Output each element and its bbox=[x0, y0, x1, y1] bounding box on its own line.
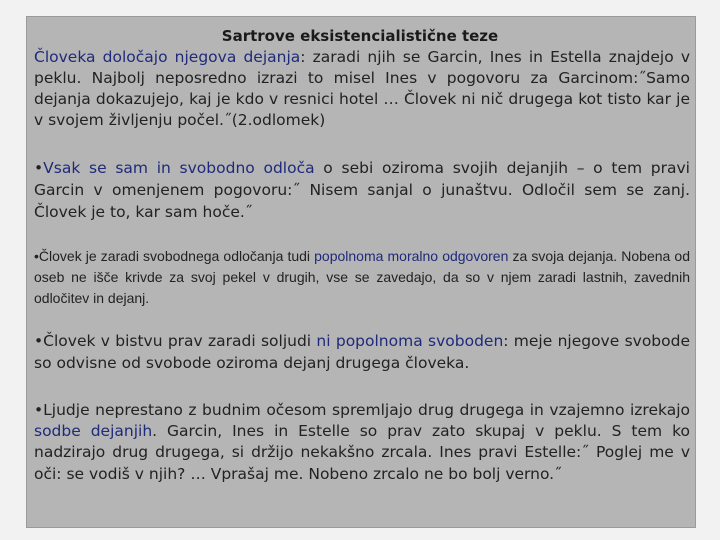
highlight-text: ni popolnoma svoboden bbox=[316, 332, 504, 350]
highlight-text: popolnoma moralno odgovoren bbox=[314, 248, 509, 264]
slide-title: Sartrove eksistencialistične teze bbox=[221, 27, 499, 45]
paragraph-2 bbox=[34, 157, 690, 223]
paragraph-4 bbox=[34, 330, 690, 374]
paragraph-1 bbox=[34, 47, 690, 131]
paragraph-text: . Garcin, Ines in Estelle so prav zato skupaj v peklu. S tem ko nadzirajo drug drugega, si držijo nekakšno zrcala. Ines pravi Estelle:˝ Poglej me v oči: se vodiš v njih? … Vprašaj me. Nobeno zrcalo ne bo bolj verno.˝ bbox=[34, 422, 691, 483]
paragraph-text: Človek je zaradi svobodnega odločanja tudi bbox=[38, 248, 315, 264]
paragraph-text: za svoja dejanja. Nobena od oseb ne išče krivde za svoj pekel v drugih, vse se zavedajo, da so v njem zaradi lastnih, zavednih odločitev in dejanj. bbox=[34, 248, 690, 306]
bullet: • bbox=[34, 248, 39, 264]
paragraph-text: : zaradi njih se Garcin, Ines in Estella znajdejo v peklu. Najbolj neposredno izrazi to misel Ines v pogovoru za Garcinom:˝Samo dejanja dokazujejo, kaj je kdo v resnici hotel … Človek ni nič drugega kot tisto kar je v svojem življenju počel.˝(2.odlomek) bbox=[34, 48, 690, 129]
paragraph-text: Človek v bistvu prav zaradi soljudi bbox=[43, 332, 317, 350]
bullet: • bbox=[34, 332, 44, 350]
paragraph-3 bbox=[34, 246, 690, 309]
bullet: • bbox=[34, 401, 44, 419]
paragraph-5 bbox=[34, 400, 690, 485]
paragraph-text: Ljudje neprestano z budnim očesom spremljajo drug drugega in vzajemno izrekajo bbox=[43, 401, 690, 419]
bullet: • bbox=[34, 159, 44, 177]
highlight-text: sodbe dejanjih bbox=[34, 422, 153, 441]
paragraph-text: o sebi oziroma svojih dejanjih – o tem pravi Garcin v omenjenem pogovoru:˝ Nisem sanjal o junaštvu. Odločil sem se zanj. Človek je to, kar sam hoče.˝ bbox=[34, 159, 690, 221]
highlight-text: Vsak se sam in svobodno odloča bbox=[43, 159, 315, 177]
highlight-text: Človeka določajo njegova dejanja bbox=[34, 48, 301, 66]
paragraph-text: : meje njegove svobode so odvisne od svobode oziroma dejanj drugega človeka. bbox=[34, 332, 690, 372]
